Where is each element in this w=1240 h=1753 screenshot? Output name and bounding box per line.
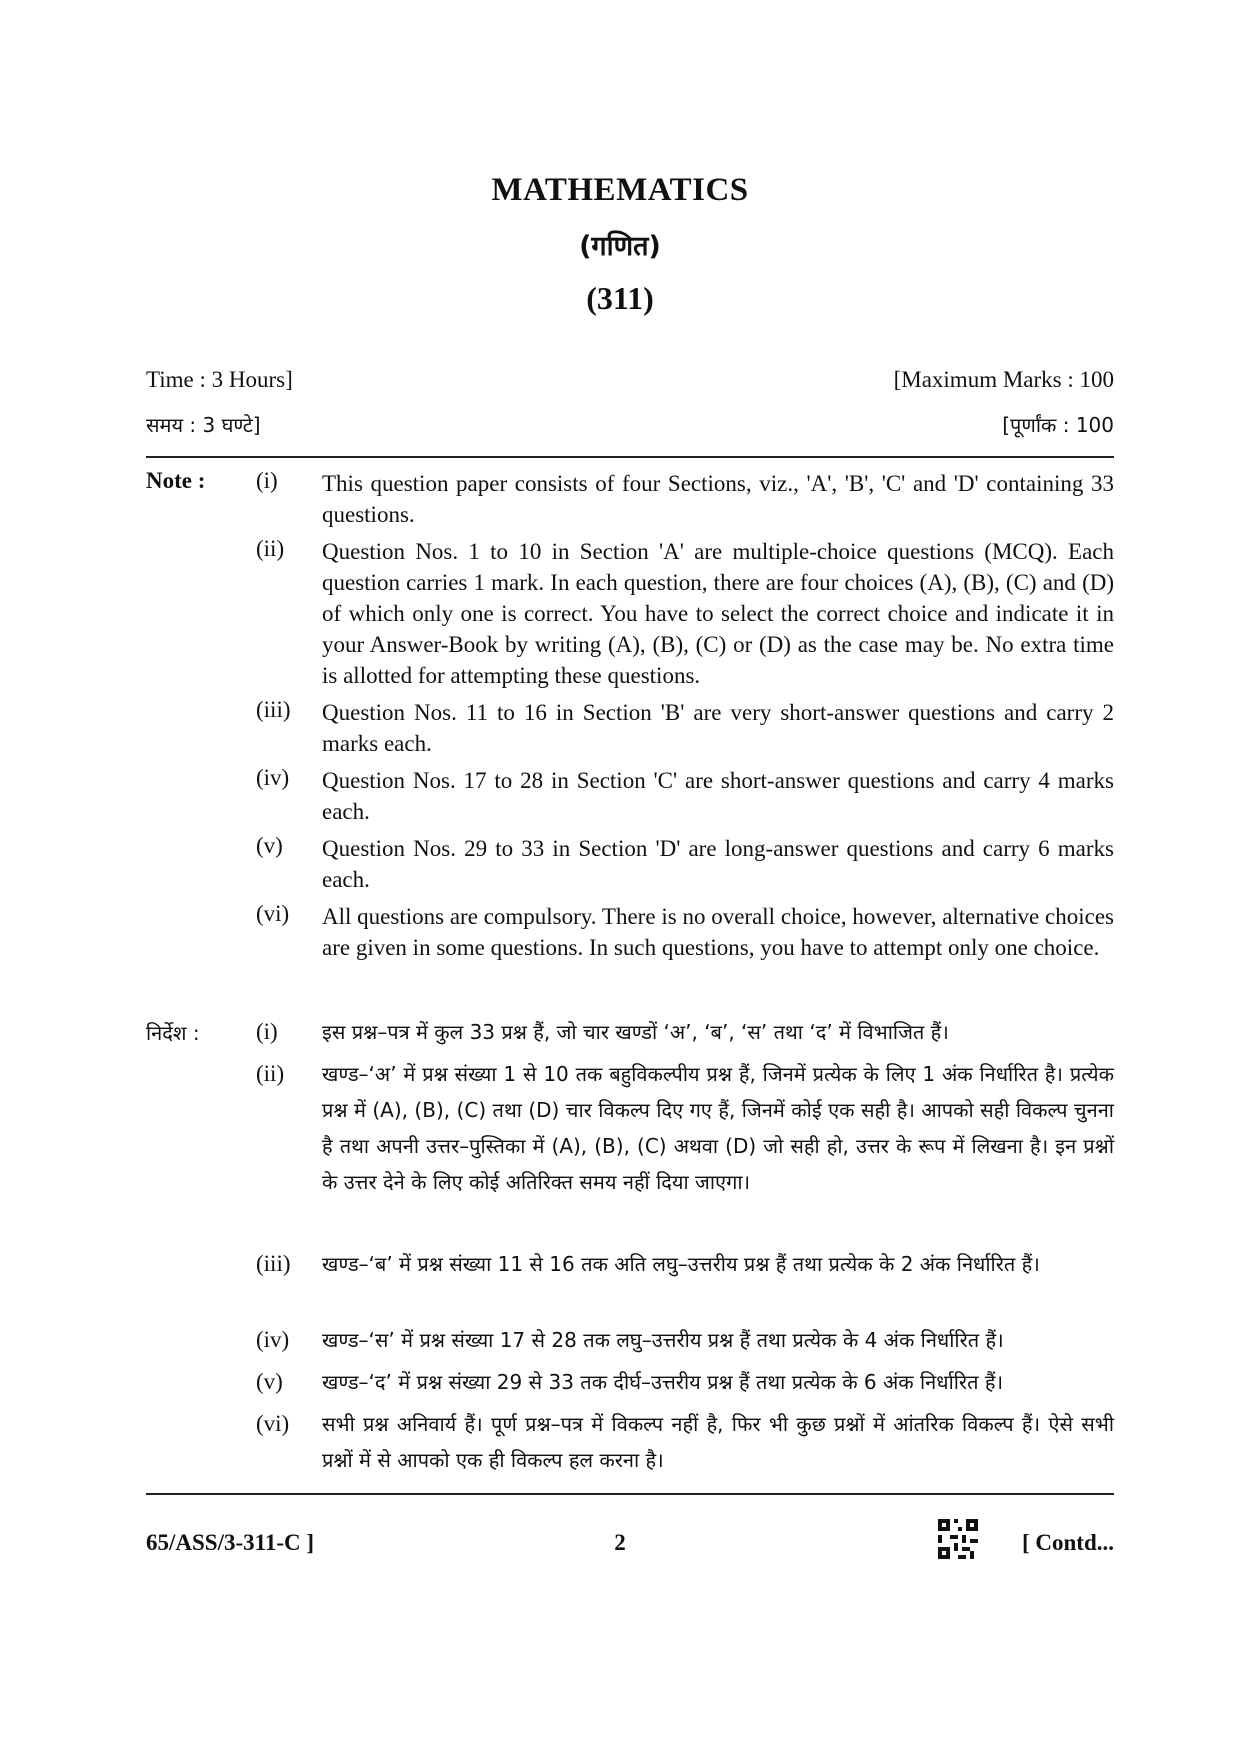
item-number: (i) [256,468,278,493]
item-text: Question Nos. 11 to 16 in Section 'B' are very short-answer questions and carry 2 marks each. [322,700,1114,756]
page-number: 2 [614,1530,626,1555]
top-divider [146,456,1114,458]
item-text: इस प्रश्न–पत्र में कुल 33 प्रश्न हैं, जो चार खण्डों ‘अ’, ‘ब’, ‘स’ तथा ‘द’ में विभाजित हैं। [322,1020,949,1044]
item-text: खण्ड–‘द’ में प्रश्न संख्या 29 से 33 तक दीर्घ–उत्तरीय प्रश्न हैं तथा प्रत्येक के 6 अंक निर्धारित हैं। [322,1370,1004,1394]
item-text: All questions are compulsory. There is no overall choice, however, alternative choices are given in some questions. In such questions, you have to attempt only one choice. [322,904,1114,960]
item-text: खण्ड–‘स’ में प्रश्न संख्या 17 से 28 तक लघु–उत्तरीय प्रश्न हैं तथा प्रत्येक के 4 अंक निर्धारित हैं। [322,1328,1004,1352]
item-number: (ii) [256,1061,285,1086]
max-marks-en: [Maximum Marks : 100 [893,367,1114,392]
item-number: (iv) [256,765,290,790]
time-label-hi: समय : 3 घण्टे] [146,413,261,437]
page-title: MATHEMATICS [491,172,749,208]
continued-label: [ Contd... [1021,1530,1114,1555]
item-number: (v) [256,833,283,858]
item-text: Question Nos. 17 to 28 in Section 'C' are short-answer questions and carry 4 marks each. [322,768,1114,824]
note-label: Note : [146,468,206,493]
subject-hindi: (गणित) [579,231,661,262]
qr-code-icon [938,1519,978,1559]
time-label-en: Time : 3 Hours] [146,367,293,392]
bottom-divider [146,1493,1114,1495]
item-text: Question Nos. 1 to 10 in Section 'A' are multiple-choice questions (MCQ). Each question carries 1 mark. In each question, there are four choices (A), (B), (C) and (D) of which only one is correct. You have to select the correct choice and indicate it in your Answer-Book by writing (A), (B), (C) or (D) as the case may be. No extra time is allotted for attempting these questions. [322,539,1114,688]
subject-code: (311) [586,280,654,316]
item-number: (iii) [256,1251,291,1276]
item-number: (vi) [256,1411,290,1436]
item-number: (v) [256,1369,283,1394]
item-number: (iv) [256,1327,290,1352]
max-marks-hi: [पूर्णांक : 100 [1002,413,1114,437]
item-text: सभी प्रश्न अनिवार्य हैं। पूर्ण प्रश्न–पत्र में विकल्प नहीं है, फिर भी कुछ प्रश्नों में आंतरिक विकल्प हैं। ऐसे सभी प्रश्नों में से आपको एक ही विकल्प हल करना है। [322,1412,1114,1472]
paper-code: 65/ASS/3-311-C ] [146,1530,315,1555]
nirdesh-label: निर्देश : [146,1021,200,1045]
item-text: Question Nos. 29 to 33 in Section 'D' are long-answer questions and carry 6 marks each. [322,836,1114,892]
item-text: खण्ड–‘अ’ में प्रश्न संख्या 1 से 10 तक बहुविकल्पीय प्रश्न हैं, जिनमें प्रत्येक के लिए 1 अंक निर्धारित है। प्रत्येक प्रश्न में (A), (B), (C) तथा (D) चार विकल्प दिए गए हैं, जिनमें कोई एक सही है। आपको सही विकल्प चुनना है तथा अपनी उत्तर–पुस्तिका में (A), (B), (C) अथवा (D) जो सही हो, उत्तर के रूप में लिखना है। इन प्रश्नों के उत्तर देने के लिए कोई अतिरिक्त समय नहीं दिया जाएगा। [322,1062,1114,1194]
item-number: (i) [256,1019,278,1044]
item-number: (iii) [256,697,291,722]
item-text: This question paper consists of four Sections, viz., 'A', 'B', 'C' and 'D' containing 33 questions. [322,471,1114,527]
item-number: (vi) [256,901,290,926]
item-number: (ii) [256,536,285,561]
item-text: खण्ड–‘ब’ में प्रश्न संख्या 11 से 16 तक अति लघु–उत्तरीय प्रश्न हैं तथा प्रत्येक के 2 अंक निर्धारित हैं। [322,1252,1040,1276]
